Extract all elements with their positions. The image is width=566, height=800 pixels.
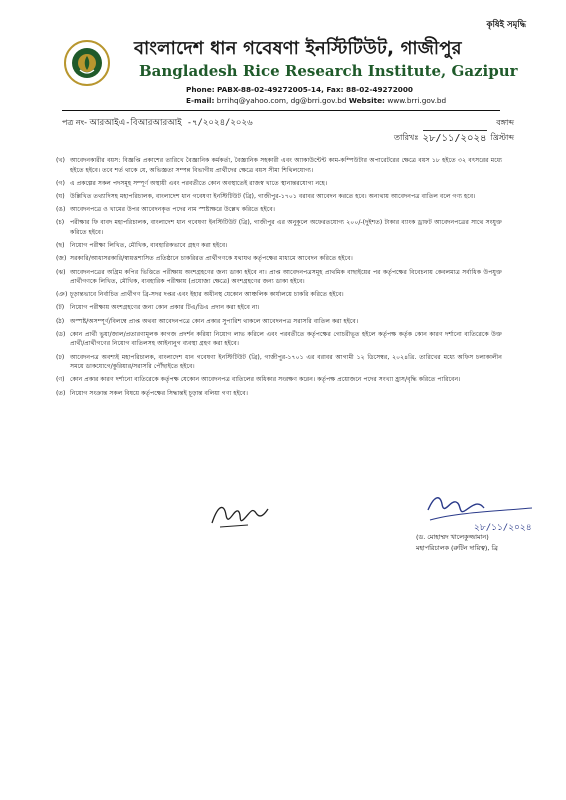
condition-label: (জ) [56,255,67,263]
condition-label: (চ) [56,219,65,227]
condition-label: (ঝ) [56,268,66,276]
slogan: কৃষিই সমৃদ্ধি [486,20,526,30]
header-divider [62,110,500,111]
condition-item [56,317,502,327]
condition-label: (ত) [56,389,66,397]
bangla-date-suffix: বঙ্গাব্দ [496,118,514,127]
condition-text: নিয়োগ পরীক্ষায় অংশগ্রহণের জন্য কোন প্রকার টিএ/ডিএ প্রদান করা হইবে না। [70,304,260,312]
condition-item [56,254,502,264]
email-label: E-mail: [186,96,215,105]
phone-label: Phone: [186,85,215,94]
institute-title-bangla: বাংলাদেশ ধান গবেষণা ইনস্টিটিউট, গাজীপুর [134,38,462,59]
reference-number [62,116,253,130]
condition-item [56,303,502,313]
date-block [394,116,514,146]
reference-label: পত্র নং- [62,118,87,127]
phone-value: PABX-88-02-49272005-14, Fax: 88-02-49272000 [216,85,414,94]
date-row [394,130,514,146]
condition-text: চূড়ান্তভাবে নির্বাচিত প্রার্থীগণ ব্রি-সদর দপ্তর এবং ইহার অধীনস্থ যেকোন আঞ্চলিক কার্যালয়ে চাকরি করিতে হইবে। [70,291,344,299]
condition-text: সরকারি/আধাসরকারি/স্বায়ত্তশাসিত প্রতিষ্ঠানে চাকরিরত প্রার্থীগণকে যথাযথ কর্তৃপক্ষের মাধ্যমে আবেদন করিতে হইবে। [70,255,353,263]
brri-logo-icon [64,40,110,86]
signatory-block [416,532,498,553]
condition-text: পরীক্ষার ফি বাবদ মহাপরিচালক, বাংলাদেশ ধান গবেষণা ইনস্টিটিউট (ব্রি), গাজীপুর এর অনুকূলে অফেরতযোগ্য ২০০/-(দুইশত) টাকার ব্যাংক ড্রাফট আবেদনপত্রের সাথে সংযুক্ত করিতে হইবে। [70,219,502,236]
date-label: তারিখঃ [394,133,419,142]
condition-item [56,156,502,175]
condition-label: (ঙ) [56,206,66,214]
condition-label: (খ) [56,157,65,164]
date-value: ২৮/১১/২০২৪ [423,130,487,146]
condition-label: (ণ) [56,376,65,384]
condition-text: নিয়োগ সংক্রান্ত সকল বিষয়ে কর্তৃপক্ষের সিদ্ধান্তই চূড়ান্ত বলিয়া গণ্য হইবে। [70,389,248,397]
website-label: Website: [348,96,385,105]
conditions-list [56,156,502,402]
signatory-designation: মহাপরিচালক (রুটিন দায়িত্ব), ব্রি [416,543,498,552]
condition-label: (ঞ) [56,291,68,299]
institute-title-english: Bangladesh Rice Research Institute, Gazipur [139,62,518,80]
contact-email-line [186,96,446,105]
condition-text: কোন প্রকার কারণ দর্শানো ব্যতিরেকে কর্তৃপক্ষ যেকোন আবেদনপত্র বাতিলের অধিকার সংরক্ষণ করেন। কর্তৃপক্ষ প্রয়োজনে পদের সংখ্যা হ্রাস/বৃদ্ধি করিতে পারিবেন। [70,376,461,384]
condition-item [56,389,502,399]
condition-text: আবেদনকারীর বয়স: বিজ্ঞপ্তি প্রকাশের তারিখে বৈজ্ঞানিক কর্মকর্তা, বৈজ্ঞানিক সহকারী এবং অ্যাকাউন্টেন্ট কাম-কম্পিউটার অপারেটরের ক্ষেত্রে বয়স ১৮ হইতে ৩২ বৎসরের মধ্যে হইতে হইবে। তবে শর্ত থাকে যে, অভিজ্ঞতা সম্পন্ন বিভাগীয় প্রার্থীদের ক্ষেত্রে বয়স সীমা শিথিলযোগ্য। [70,157,502,174]
condition-text: আবেদনপত্রের অগ্রিম কপির ভিত্তিতে পরীক্ষায় অংশগ্রহণের জন্য ডাকা হইবে না। প্রাপ্ত আবেদনপত্রসমূহ প্রাথমিক বাছাইয়ের পর কর্তৃপক্ষের বিবেচনায় কেবলমাত্র সর্বাধিক উপযুক্ত প্রার্থীগণকে লিখিত, মৌখিক, ব্যবহারিক পরীক্ষায় (প্রযোজ্য ক্ষেত্রে) অংশগ্রহণের জন্য ডাকা হইবে। [70,268,502,286]
condition-text: নিয়োগ পরীক্ষা লিখিত, মৌখিক, ব্যবহারিকভাবে গ্রহণ করা হইবে। [70,242,228,250]
initial-signature [208,497,272,535]
condition-item [56,179,502,189]
email-value: brrihq@yahoo.com, dg@brri.gov.bd [216,96,347,105]
reference-value: আরআইএ-বিআরআরআই -৭/২০২৪/২০২৬ [89,118,253,128]
condition-label: (ঠ) [56,317,65,325]
signature-date: ২৮/১১/২০২৪ [474,523,532,533]
condition-text: আবেদনপত্রে ও খামের উপর আবেদনকৃত পদের নাম স্পষ্টাক্ষরে উল্লেখ করিতে হইবে। [70,206,275,214]
condition-text: এ প্রকল্পের সকল পদসমূহ সম্পূর্ণ অস্থায়ী এবং পরবর্তীতে কোন অবস্থাতেই রাজস্ব খাতে স্থানান্তরযোগ্য নহে। [70,179,328,187]
condition-item [56,241,502,251]
condition-item [56,268,502,287]
condition-text: আবেদনপত্র অবশ্যই মহাপরিচালক, বাংলাদেশ ধান গবেষণা ইনস্টিটিউট (ব্রি), গাজীপুর-১৭০১ এর বরাবর আগামী ১২ ডিসেম্বর, ২০২৪খ্রি. তারিখের মধ্যে অফিস চলাকালীন সময়ে ডাকযোগে/কুরিয়ার/সরাসরি পৌঁছাইতে হইবে। [70,353,502,371]
condition-label: (ট) [56,304,65,312]
website-value: www.brri.gov.bd [387,96,447,105]
condition-text: অস্পষ্ট/অসম্পূর্ণ/বিলম্বে প্রাপ্ত অথবা আবেদনপত্রে কোন প্রকার সুপারিশ থাকলে আবেদনপত্র সরাসরি বাতিল করা হইবে। [70,317,359,325]
condition-item [56,290,502,300]
condition-label: (ছ) [56,242,65,250]
condition-label: (গ) [56,179,65,187]
condition-item [56,330,502,349]
condition-item [56,353,502,372]
condition-text: কোন প্রার্থী ভুয়া/জাল/প্রতারণামূলক কাগজ প্রদর্শন করিয়া নিয়োগ লাভ করিলে এবং পরবর্তীতে কর্তৃপক্ষের গোচরীভূত হইলে কর্তৃপক্ষ কর্তৃক কোন কারণ দর্শানো ব্যতিরেকে উক্ত প্রার্থী/প্রার্থীগণের নিয়োগ বাতিলসহ আইনানুগ ব্যবস্থা গ্রহণ করা হইবে। [70,330,502,348]
condition-label: (ড) [56,330,66,338]
condition-label: (ঢ) [56,353,65,361]
condition-item [56,218,502,237]
contact-phone-line [186,85,413,94]
condition-item [56,205,502,215]
signatory-name: (ড. মোহাম্মদ খালেকুজ্জামান) [416,533,489,541]
condition-item [56,375,502,385]
condition-text: উল্লিখিত তথ্যাদিসহ মহাপরিচালক, বাংলাদেশ ধান গবেষণা ইনস্টিটিউট (ব্রি), গাজীপুর-১৭০১ বরাবর আবেদন করতে হবে। অন্যথায় আবেদনপত্র বাতিল বলে গণ্য হবে। [70,192,476,200]
condition-item [56,192,502,202]
gregorian-date-suffix: খ্রিস্টাব্দ [490,133,514,142]
condition-label: (ঘ) [56,192,65,200]
